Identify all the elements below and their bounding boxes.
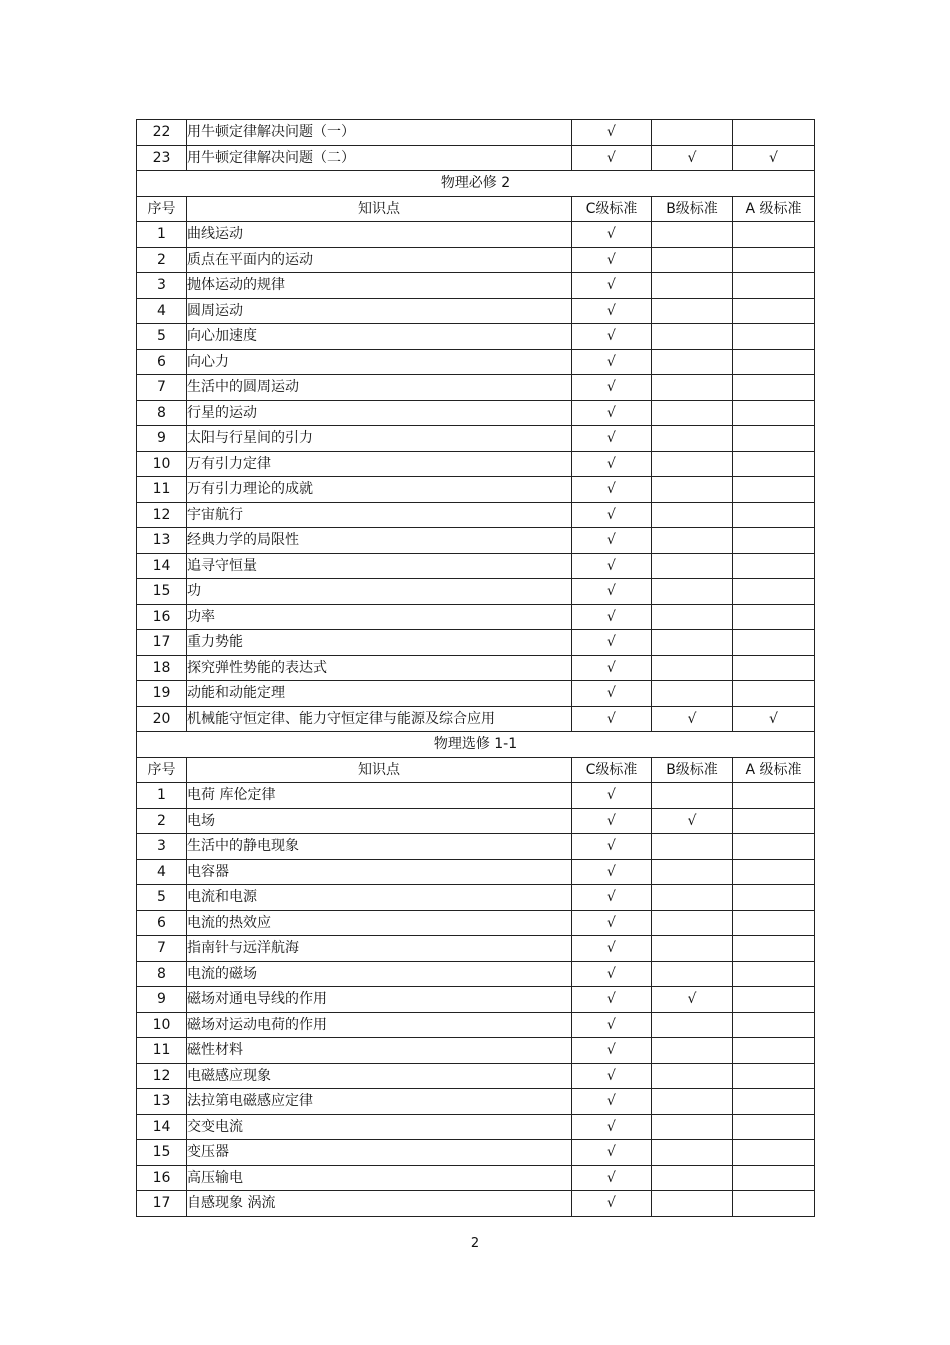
- table-row: [137, 1165, 815, 1191]
- a-level-mark: [733, 502, 815, 528]
- c-level-mark: √: [572, 477, 652, 503]
- knowledge-point: 圆周运动: [187, 298, 572, 324]
- c-level-mark: √: [572, 987, 652, 1013]
- c-level-mark: √: [572, 1089, 652, 1115]
- table-row: [137, 885, 815, 911]
- table-row: [137, 1140, 815, 1166]
- a-level-mark: [733, 553, 815, 579]
- a-level-mark: [733, 1140, 815, 1166]
- a-level-mark: [733, 528, 815, 554]
- header-seq: 序号: [137, 757, 187, 783]
- c-level-mark: √: [572, 859, 652, 885]
- c-level-mark: √: [572, 1114, 652, 1140]
- a-level-mark: [733, 324, 815, 350]
- knowledge-point: 电荷 库伦定律: [187, 783, 572, 809]
- knowledge-point: 电流的磁场: [187, 961, 572, 987]
- row-number: 17: [137, 630, 187, 656]
- row-number: 4: [137, 298, 187, 324]
- header-c-level: C级标准: [572, 196, 652, 222]
- table-row: [137, 477, 815, 503]
- knowledge-point: 用牛顿定律解决问题（一）: [187, 120, 572, 146]
- b-level-mark: [652, 859, 733, 885]
- b-level-mark: [652, 477, 733, 503]
- b-level-mark: √: [652, 706, 733, 732]
- b-level-mark: [652, 681, 733, 707]
- table-row: [137, 655, 815, 681]
- knowledge-point: 自感现象 涡流: [187, 1191, 572, 1217]
- knowledge-point: 法拉第电磁感应定律: [187, 1089, 572, 1115]
- knowledge-point: 重力势能: [187, 630, 572, 656]
- a-level-mark: [733, 1191, 815, 1217]
- c-level-mark: √: [572, 502, 652, 528]
- table-row: [137, 120, 815, 146]
- a-level-mark: [733, 859, 815, 885]
- table-row: [137, 222, 815, 248]
- table-row: [137, 834, 815, 860]
- table-row: [137, 298, 815, 324]
- a-level-mark: [733, 222, 815, 248]
- knowledge-point: 太阳与行星间的引力: [187, 426, 572, 452]
- b-level-mark: [652, 961, 733, 987]
- b-level-mark: [652, 936, 733, 962]
- table-row: [137, 910, 815, 936]
- row-number: 18: [137, 655, 187, 681]
- b-level-mark: [652, 1140, 733, 1166]
- b-level-mark: [652, 247, 733, 273]
- c-level-mark: √: [572, 655, 652, 681]
- section-title: 物理必修 2: [137, 171, 815, 197]
- b-level-mark: [652, 426, 733, 452]
- b-level-mark: [652, 451, 733, 477]
- knowledge-point: 探究弹性势能的表达式: [187, 655, 572, 681]
- c-level-mark: √: [572, 910, 652, 936]
- header-knowledge-point: 知识点: [187, 757, 572, 783]
- table-row: [137, 936, 815, 962]
- knowledge-point: 抛体运动的规律: [187, 273, 572, 299]
- b-level-mark: [652, 324, 733, 350]
- b-level-mark: [652, 298, 733, 324]
- knowledge-point: 万有引力理论的成就: [187, 477, 572, 503]
- a-level-mark: [733, 579, 815, 605]
- row-number: 19: [137, 681, 187, 707]
- page-number: 2: [470, 1236, 480, 1251]
- column-header-row: [137, 757, 815, 783]
- c-level-mark: √: [572, 1063, 652, 1089]
- c-level-mark: √: [572, 961, 652, 987]
- row-number: 1: [137, 783, 187, 809]
- c-level-mark: √: [572, 375, 652, 401]
- c-level-mark: √: [572, 247, 652, 273]
- b-level-mark: [652, 834, 733, 860]
- a-level-mark: [733, 808, 815, 834]
- row-number: 14: [137, 553, 187, 579]
- c-level-mark: √: [572, 630, 652, 656]
- c-level-mark: √: [572, 681, 652, 707]
- b-level-mark: [652, 349, 733, 375]
- c-level-mark: √: [572, 273, 652, 299]
- table-row: [137, 1063, 815, 1089]
- a-level-mark: [733, 681, 815, 707]
- a-level-mark: [733, 910, 815, 936]
- b-level-mark: [652, 1114, 733, 1140]
- row-number: 15: [137, 1140, 187, 1166]
- header-a-level: A 级标准: [733, 757, 815, 783]
- knowledge-point: 功率: [187, 604, 572, 630]
- header-a-level: A 级标准: [733, 196, 815, 222]
- a-level-mark: [733, 451, 815, 477]
- row-number: 16: [137, 1165, 187, 1191]
- knowledge-point: 追寻守恒量: [187, 553, 572, 579]
- knowledge-point: 电流的热效应: [187, 910, 572, 936]
- c-level-mark: √: [572, 1038, 652, 1064]
- b-level-mark: [652, 1191, 733, 1217]
- table-row: [137, 1089, 815, 1115]
- c-level-mark: √: [572, 528, 652, 554]
- c-level-mark: √: [572, 579, 652, 605]
- knowledge-point: 磁场对通电导线的作用: [187, 987, 572, 1013]
- c-level-mark: √: [572, 324, 652, 350]
- knowledge-point: 磁场对运动电荷的作用: [187, 1012, 572, 1038]
- row-number: 16: [137, 604, 187, 630]
- a-level-mark: [733, 247, 815, 273]
- a-level-mark: [733, 1089, 815, 1115]
- b-level-mark: [652, 655, 733, 681]
- table-row: [137, 604, 815, 630]
- table-row: [137, 987, 815, 1013]
- b-level-mark: [652, 273, 733, 299]
- b-level-mark: √: [652, 145, 733, 171]
- b-level-mark: [652, 1012, 733, 1038]
- knowledge-point: 磁性材料: [187, 1038, 572, 1064]
- table-row: [137, 502, 815, 528]
- table-row: [137, 1038, 815, 1064]
- a-level-mark: [733, 1063, 815, 1089]
- header-knowledge-point: 知识点: [187, 196, 572, 222]
- a-level-mark: [733, 630, 815, 656]
- b-level-mark: [652, 604, 733, 630]
- row-number: 3: [137, 273, 187, 299]
- c-level-mark: √: [572, 604, 652, 630]
- row-number: 12: [137, 1063, 187, 1089]
- knowledge-point: 生活中的圆周运动: [187, 375, 572, 401]
- a-level-mark: [733, 1012, 815, 1038]
- knowledge-point: 行星的运动: [187, 400, 572, 426]
- knowledge-point: 曲线运动: [187, 222, 572, 248]
- row-number: 10: [137, 451, 187, 477]
- knowledge-point: 用牛顿定律解决问题（二）: [187, 145, 572, 171]
- table-row: [137, 808, 815, 834]
- c-level-mark: √: [572, 706, 652, 732]
- table-row: [137, 451, 815, 477]
- c-level-mark: √: [572, 298, 652, 324]
- knowledge-point: 宇宙航行: [187, 502, 572, 528]
- knowledge-point: 电流和电源: [187, 885, 572, 911]
- c-level-mark: √: [572, 451, 652, 477]
- table-row: [137, 273, 815, 299]
- a-level-mark: √: [733, 145, 815, 171]
- row-number: 12: [137, 502, 187, 528]
- section-title-row: [137, 732, 815, 758]
- section-title: 物理选修 1-1: [137, 732, 815, 758]
- a-level-mark: [733, 834, 815, 860]
- row-number: 9: [137, 426, 187, 452]
- a-level-mark: [733, 885, 815, 911]
- knowledge-point: 向心加速度: [187, 324, 572, 350]
- c-level-mark: √: [572, 222, 652, 248]
- table-row: [137, 630, 815, 656]
- a-level-mark: [733, 120, 815, 146]
- row-number: 4: [137, 859, 187, 885]
- table-row: [137, 1191, 815, 1217]
- row-number: 14: [137, 1114, 187, 1140]
- b-level-mark: [652, 630, 733, 656]
- a-level-mark: [733, 1165, 815, 1191]
- b-level-mark: [652, 528, 733, 554]
- a-level-mark: [733, 273, 815, 299]
- table-row: [137, 375, 815, 401]
- knowledge-point: 机械能守恒定律、能力守恒定律与能源及综合应用: [187, 706, 572, 732]
- header-c-level: C级标准: [572, 757, 652, 783]
- a-level-mark: [733, 426, 815, 452]
- knowledge-point: 万有引力定律: [187, 451, 572, 477]
- c-level-mark: √: [572, 834, 652, 860]
- b-level-mark: [652, 400, 733, 426]
- row-number: 23: [137, 145, 187, 171]
- knowledge-point: 电磁感应现象: [187, 1063, 572, 1089]
- b-level-mark: [652, 502, 733, 528]
- a-level-mark: [733, 1038, 815, 1064]
- row-number: 11: [137, 1038, 187, 1064]
- b-level-mark: [652, 222, 733, 248]
- row-number: 5: [137, 324, 187, 350]
- a-level-mark: √: [733, 706, 815, 732]
- a-level-mark: [733, 298, 815, 324]
- table-row: [137, 706, 815, 732]
- knowledge-point: 电容器: [187, 859, 572, 885]
- section-title-row: [137, 171, 815, 197]
- c-level-mark: √: [572, 400, 652, 426]
- knowledge-point: 质点在平面内的运动: [187, 247, 572, 273]
- c-level-mark: √: [572, 553, 652, 579]
- table-row: [137, 247, 815, 273]
- knowledge-point: 交变电流: [187, 1114, 572, 1140]
- table-row: [137, 859, 815, 885]
- row-number: 10: [137, 1012, 187, 1038]
- header-seq: 序号: [137, 196, 187, 222]
- c-level-mark: √: [572, 1012, 652, 1038]
- row-number: 2: [137, 808, 187, 834]
- table-row: [137, 400, 815, 426]
- table-row: [137, 961, 815, 987]
- table-row: [137, 1012, 815, 1038]
- knowledge-point: 生活中的静电现象: [187, 834, 572, 860]
- b-level-mark: [652, 553, 733, 579]
- knowledge-point: 高压输电: [187, 1165, 572, 1191]
- row-number: 22: [137, 120, 187, 146]
- a-level-mark: [733, 987, 815, 1013]
- c-level-mark: √: [572, 1191, 652, 1217]
- row-number: 7: [137, 936, 187, 962]
- knowledge-point: 变压器: [187, 1140, 572, 1166]
- row-number: 2: [137, 247, 187, 273]
- c-level-mark: √: [572, 349, 652, 375]
- b-level-mark: [652, 579, 733, 605]
- knowledge-point: 功: [187, 579, 572, 605]
- row-number: 8: [137, 961, 187, 987]
- a-level-mark: [733, 400, 815, 426]
- header-b-level: B级标准: [652, 757, 733, 783]
- b-level-mark: [652, 1063, 733, 1089]
- c-level-mark: √: [572, 783, 652, 809]
- row-number: 6: [137, 910, 187, 936]
- table-row: [137, 681, 815, 707]
- b-level-mark: [652, 375, 733, 401]
- knowledge-point: 电场: [187, 808, 572, 834]
- b-level-mark: [652, 1038, 733, 1064]
- a-level-mark: [733, 375, 815, 401]
- row-number: 1: [137, 222, 187, 248]
- c-level-mark: √: [572, 936, 652, 962]
- a-level-mark: [733, 477, 815, 503]
- b-level-mark: [652, 885, 733, 911]
- row-number: 20: [137, 706, 187, 732]
- c-level-mark: √: [572, 145, 652, 171]
- c-level-mark: √: [572, 120, 652, 146]
- b-level-mark: [652, 910, 733, 936]
- table-row: [137, 426, 815, 452]
- column-header-row: [137, 196, 815, 222]
- standards-table: [136, 119, 815, 1217]
- row-number: 17: [137, 1191, 187, 1217]
- b-level-mark: [652, 783, 733, 809]
- a-level-mark: [733, 1114, 815, 1140]
- a-level-mark: [733, 655, 815, 681]
- c-level-mark: √: [572, 808, 652, 834]
- b-level-mark: [652, 1089, 733, 1115]
- table-row: [137, 349, 815, 375]
- table-row: [137, 1114, 815, 1140]
- b-level-mark: [652, 1165, 733, 1191]
- row-number: 15: [137, 579, 187, 605]
- row-number: 8: [137, 400, 187, 426]
- row-number: 7: [137, 375, 187, 401]
- knowledge-point: 动能和动能定理: [187, 681, 572, 707]
- row-number: 6: [137, 349, 187, 375]
- c-level-mark: √: [572, 1165, 652, 1191]
- knowledge-point: 向心力: [187, 349, 572, 375]
- a-level-mark: [733, 783, 815, 809]
- table-row: [137, 145, 815, 171]
- knowledge-point: 指南针与远洋航海: [187, 936, 572, 962]
- table-row: [137, 528, 815, 554]
- table-row: [137, 579, 815, 605]
- b-level-mark: [652, 120, 733, 146]
- table-row: [137, 324, 815, 350]
- knowledge-point: 经典力学的局限性: [187, 528, 572, 554]
- b-level-mark: √: [652, 808, 733, 834]
- a-level-mark: [733, 604, 815, 630]
- c-level-mark: √: [572, 426, 652, 452]
- row-number: 13: [137, 528, 187, 554]
- row-number: 3: [137, 834, 187, 860]
- b-level-mark: √: [652, 987, 733, 1013]
- row-number: 5: [137, 885, 187, 911]
- c-level-mark: √: [572, 1140, 652, 1166]
- table-row: [137, 553, 815, 579]
- table-row: [137, 783, 815, 809]
- row-number: 11: [137, 477, 187, 503]
- row-number: 9: [137, 987, 187, 1013]
- a-level-mark: [733, 349, 815, 375]
- a-level-mark: [733, 936, 815, 962]
- header-b-level: B级标准: [652, 196, 733, 222]
- row-number: 13: [137, 1089, 187, 1115]
- c-level-mark: √: [572, 885, 652, 911]
- a-level-mark: [733, 961, 815, 987]
